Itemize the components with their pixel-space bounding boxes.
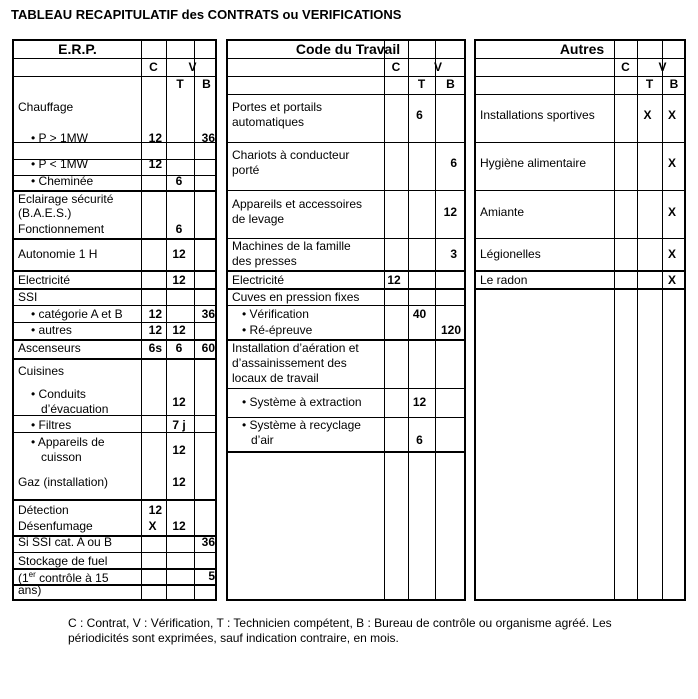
code-extraction: • Système à extraction — [242, 395, 362, 409]
erp-si-ssi-b: 36 — [201, 535, 215, 549]
autres-legionelles-b: X — [667, 247, 676, 261]
autres-sportives-b: X — [667, 108, 676, 122]
erp-desenfumage-t: 12 — [172, 519, 186, 533]
erp-fonctionnement-t: 6 — [175, 222, 183, 236]
erp-cat-ab-c: 12 — [148, 307, 162, 321]
code-presses-1: Machines de la famille — [232, 239, 351, 253]
erp-col-t: T — [176, 77, 184, 91]
code-aeration-1: Installation d’aération et — [232, 341, 359, 355]
autres-col-b: B — [669, 77, 679, 91]
code-cuves: Cuves en pression fixes — [232, 290, 360, 304]
erp-filtres: • Filtres — [31, 418, 72, 432]
erp-fonctionnement: Fonctionnement — [18, 222, 105, 236]
code-verification-t: 40 — [412, 307, 427, 321]
erp-stockage-b: 5 — [208, 569, 215, 583]
autres-sportives: Installations sportives — [480, 108, 595, 122]
code-levage-2: de levage — [232, 212, 285, 226]
erp-ascenseurs-t: 6 — [175, 341, 183, 355]
code-recyclage-t: 6 — [416, 433, 423, 447]
erp-header: E.R.P. — [58, 41, 97, 57]
erp-desenfumage-c: X — [148, 519, 157, 533]
erp-p-lt: • P < 1MW — [31, 157, 88, 171]
code-presses-2: des presses — [232, 254, 297, 268]
erp-electricite: Electricité — [18, 273, 71, 287]
autres-col-c: C — [621, 60, 630, 74]
code-electricite-c: 12 — [387, 273, 401, 287]
code-portes-1: Portes et portails — [232, 100, 323, 114]
erp-p-lt-c: 12 — [148, 157, 162, 171]
autres-amiante: Amiante — [480, 205, 525, 219]
footnote-line-1: C : Contrat, V : Vérification, T : Technicien compétent, B : Bureau de contrôle ou organisme agréé. Les — [68, 616, 612, 630]
code-chariots-2: porté — [232, 163, 260, 177]
erp-p-gt-b: 36 — [201, 131, 215, 145]
autres-header: Autres — [559, 41, 605, 57]
autres-radon: Le radon — [480, 273, 528, 287]
code-levage-1: Appareils et accessoires — [232, 197, 363, 211]
code-chariots-b: 6 — [450, 156, 457, 170]
erp-filtres-t: 7 j — [172, 418, 186, 432]
erp-appareils-2: cuisson — [41, 450, 82, 464]
erp-chauffage: Chauffage — [18, 100, 74, 114]
code-aeration-2: d’assainissement des — [232, 356, 347, 370]
erp-stockage-2: (1er contrôle à 15 — [18, 570, 109, 585]
code-col-t: T — [417, 77, 426, 91]
code-portes-2: automatiques — [232, 115, 305, 129]
erp-cheminee: • Cheminée — [31, 174, 94, 188]
erp-autres-c: 12 — [148, 323, 162, 337]
code-header: Code du Travail — [295, 41, 401, 57]
autres-legionelles: Légionelles — [480, 247, 541, 261]
code-reepreuve-b: 120 — [440, 323, 461, 337]
code-col-b: B — [446, 77, 455, 91]
erp-electricite-t: 12 — [172, 273, 186, 287]
erp-detection: Détection — [18, 503, 69, 517]
code-recyclage-1: • Système à recyclage — [242, 418, 361, 432]
erp-eclairage-2: (B.A.E.S.) — [18, 206, 72, 220]
page-title: TABLEAU RECAPITULATIF des CONTRATS ou VERIFICATIONS — [11, 7, 402, 22]
code-reepreuve: • Ré-épreuve — [242, 323, 313, 337]
erp-eclairage-1: Eclairage sécurité — [18, 192, 114, 206]
erp-ascenseurs: Ascenseurs — [18, 341, 81, 355]
erp-col-v: V — [188, 60, 197, 74]
code-chariots-1: Chariots à conducteur — [232, 148, 350, 162]
legend-footnote — [68, 616, 668, 646]
code-col-c: C — [391, 60, 401, 74]
erp-gaz-t: 12 — [172, 475, 186, 489]
erp-desenfumage: Désenfumage — [18, 519, 93, 533]
erp-conduits-t: 12 — [172, 395, 186, 409]
erp-gaz: Gaz (installation) — [18, 475, 109, 489]
code-electricite: Electricité — [232, 273, 285, 287]
erp-stockage-1: Stockage de fuel — [18, 554, 108, 568]
erp-autonomie: Autonomie 1 H — [18, 247, 98, 261]
erp-autonomie-t: 12 — [172, 247, 186, 261]
erp-ascenseurs-b: 60 — [201, 341, 215, 355]
autres-sportives-t: X — [643, 108, 652, 122]
erp-conduits-1: • Conduits — [31, 387, 86, 401]
code-aeration-3: locaux de travail — [232, 371, 319, 385]
code-portes-t: 6 — [416, 108, 423, 122]
autres-hygiene-b: X — [667, 156, 676, 170]
erp-ssi: SSI — [18, 290, 38, 304]
autres-col-t: T — [645, 77, 654, 91]
erp-appareils-t: 12 — [172, 443, 186, 457]
erp-cat-ab-b: 36 — [201, 307, 215, 321]
erp-autres: • autres — [31, 323, 72, 337]
erp-appareils-1: • Appareils de — [31, 435, 105, 449]
erp-cheminee-t: 6 — [175, 174, 183, 188]
erp-col-b: B — [202, 77, 211, 91]
erp-col-c: C — [149, 60, 158, 74]
autres-col-v: V — [658, 60, 667, 74]
erp-ascenseurs-c: 6s — [148, 341, 162, 355]
erp-si-ssi: Si SSI cat. A ou B — [18, 535, 113, 549]
footnote-line-2: périodicités sont exprimées, sauf indication contraire, en mois. — [68, 631, 399, 645]
code-verification: • Vérification — [242, 307, 309, 321]
erp-cuisines: Cuisines — [18, 364, 65, 378]
code-presses-b: 3 — [450, 247, 457, 261]
erp-detection-c: 12 — [148, 503, 162, 517]
code-recyclage-2: d’air — [251, 433, 274, 447]
autres-amiante-b: X — [667, 205, 676, 219]
erp-stockage-3: ans) — [18, 583, 42, 597]
autres-radon-b: X — [667, 273, 676, 287]
code-extraction-t: 12 — [412, 395, 427, 409]
erp-autres-t: 12 — [172, 323, 186, 337]
erp-p-gt-c: 12 — [148, 131, 162, 145]
code-levage-b: 12 — [443, 205, 457, 219]
erp-conduits-2: d’évacuation — [41, 402, 109, 416]
erp-cat-ab: • catégorie A et B — [31, 307, 123, 321]
erp-p-gt: • P > 1MW — [31, 131, 88, 145]
autres-hygiene: Hygiène alimentaire — [480, 156, 587, 170]
code-col-v: V — [433, 60, 442, 74]
autres-table — [474, 39, 686, 601]
